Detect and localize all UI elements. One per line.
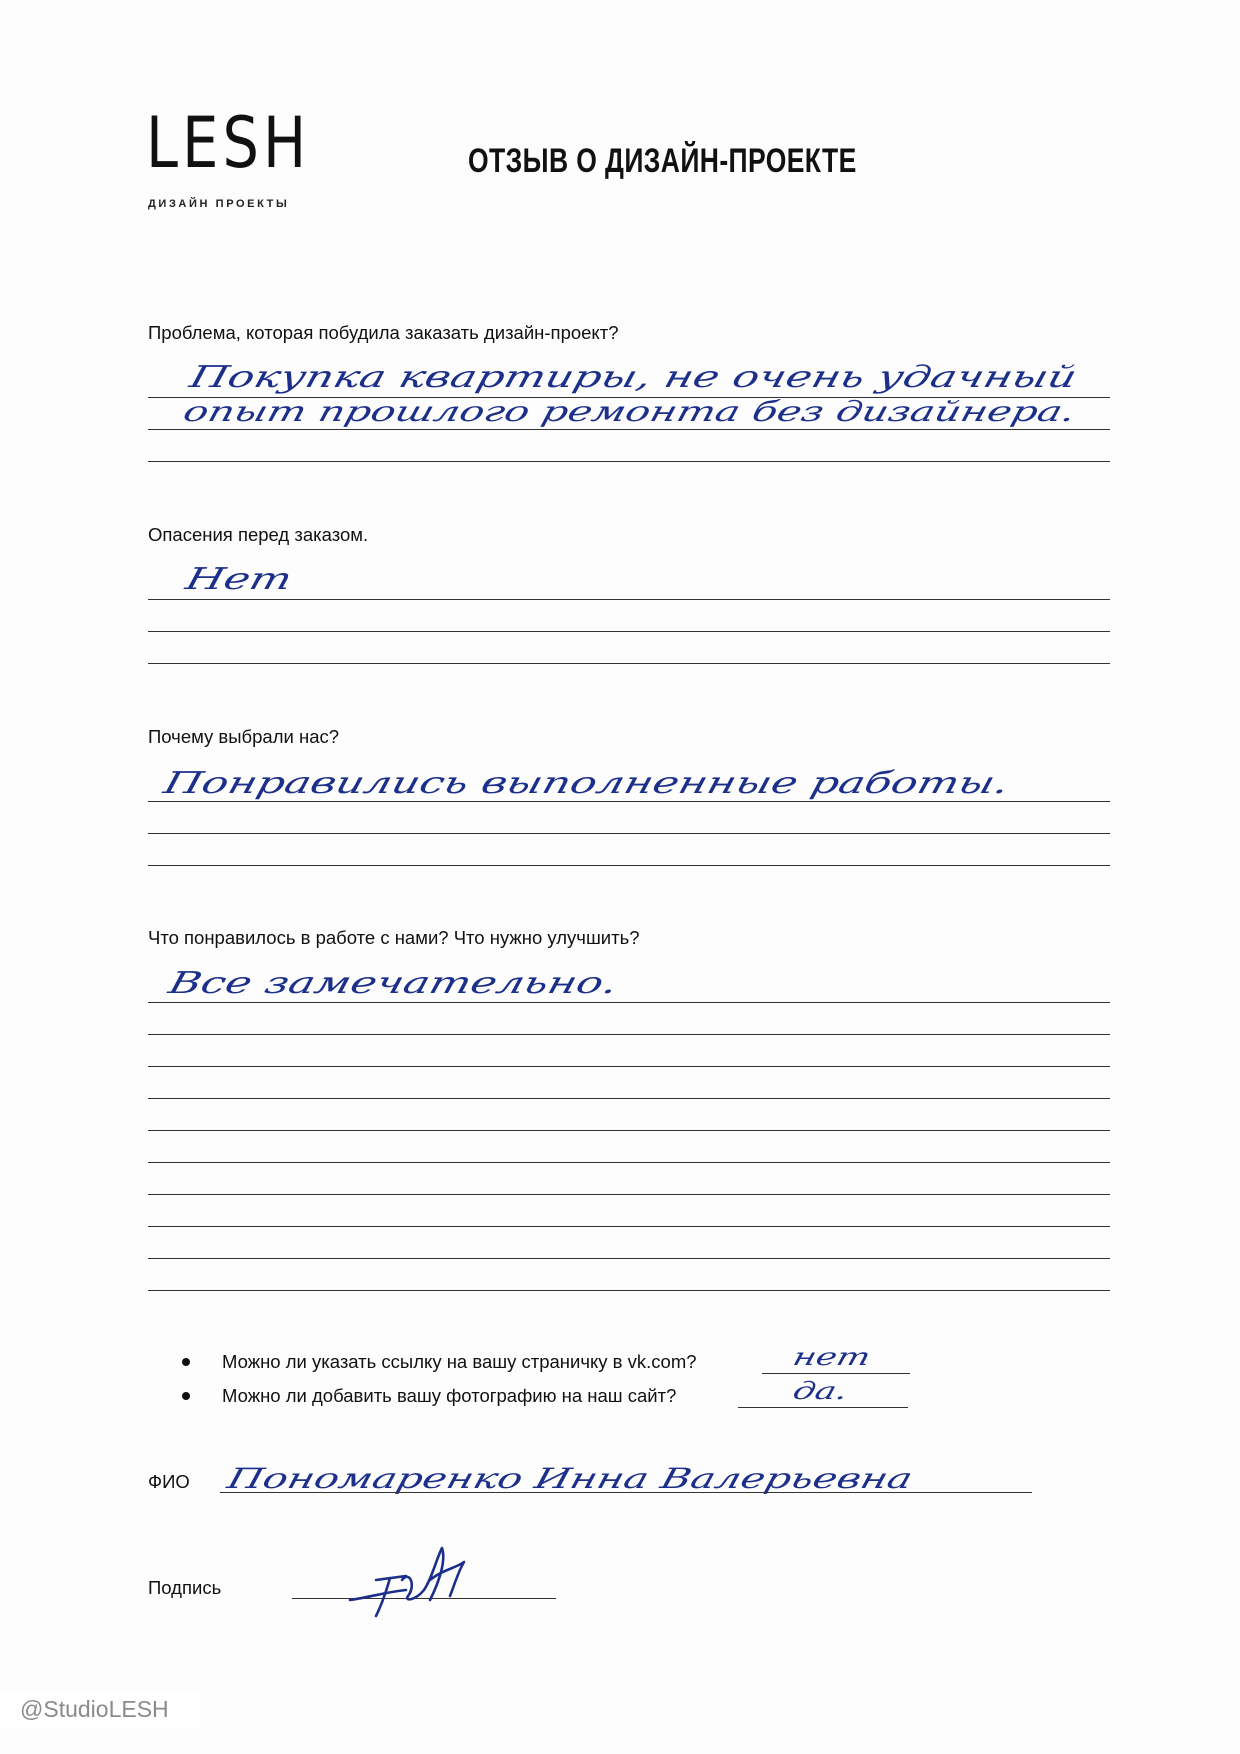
consent-vk-answer: нет (790, 1343, 874, 1371)
answer-line (148, 1226, 1110, 1227)
answer-concerns: Нет (182, 562, 296, 597)
answer-line (148, 461, 1110, 462)
fio-label: ФИО (148, 1471, 190, 1492)
signature-label: Подпись (148, 1577, 222, 1598)
handwritten-signature (346, 1540, 496, 1620)
answer-line (148, 1098, 1110, 1099)
question-problem: Проблема, которая побудила заказать дизайн-проект? (148, 322, 619, 343)
answer-line (148, 599, 1110, 600)
answer-line (148, 631, 1110, 632)
fio-line (220, 1492, 1032, 1493)
consent-photo-line (738, 1407, 908, 1408)
fio-value: Пономаренко Инна Валерьевна (224, 1462, 917, 1495)
document-title: ОТЗЫВ О ДИЗАЙН-ПРОЕКТЕ (468, 142, 857, 180)
answer-line (148, 1290, 1110, 1291)
answer-problem-line-2: опыт прошлого ремонта без дизайнера. (180, 395, 1080, 428)
consent-photo-answer: да. (790, 1377, 851, 1405)
question-why-us: Почему выбрали нас? (148, 726, 340, 747)
answer-line (148, 801, 1110, 802)
answer-line (148, 1258, 1110, 1259)
answer-line (148, 1066, 1110, 1067)
answer-line (148, 1130, 1110, 1131)
logo-wordmark: LESH (146, 102, 311, 184)
watermark: @StudioLESH (0, 1690, 200, 1728)
question-concerns: Опасения перед заказом. (148, 524, 369, 545)
answer-line (148, 663, 1110, 664)
bullet-icon (182, 1392, 190, 1400)
bullet-icon (182, 1358, 190, 1366)
answer-problem-line-1: Покупка квартиры, не очень удачный (186, 360, 1081, 395)
answer-line (148, 429, 1110, 430)
answer-line (148, 1194, 1110, 1195)
answer-line (148, 865, 1110, 866)
consent-vk-line (762, 1373, 910, 1374)
consent-photo-question: Можно ли добавить вашу фотографию на наш сайт? (222, 1385, 677, 1406)
logo-tagline: ДИЗАЙН ПРОЕКТЫ (148, 198, 290, 210)
answer-line (148, 1034, 1110, 1035)
answer-line (148, 1162, 1110, 1163)
question-liked-improve: Что понравилось в работе с нами? Что нужно улучшить? (148, 927, 640, 948)
consent-vk-question: Можно ли указать ссылку на вашу страничку в vk.com? (222, 1351, 697, 1372)
answer-line (148, 833, 1110, 834)
answer-liked-improve: Все замечательно. (165, 966, 622, 1001)
brand-logo (146, 102, 311, 218)
answer-line (148, 1002, 1110, 1003)
answer-why-us: Понравились выполненные работы. (160, 766, 1013, 801)
